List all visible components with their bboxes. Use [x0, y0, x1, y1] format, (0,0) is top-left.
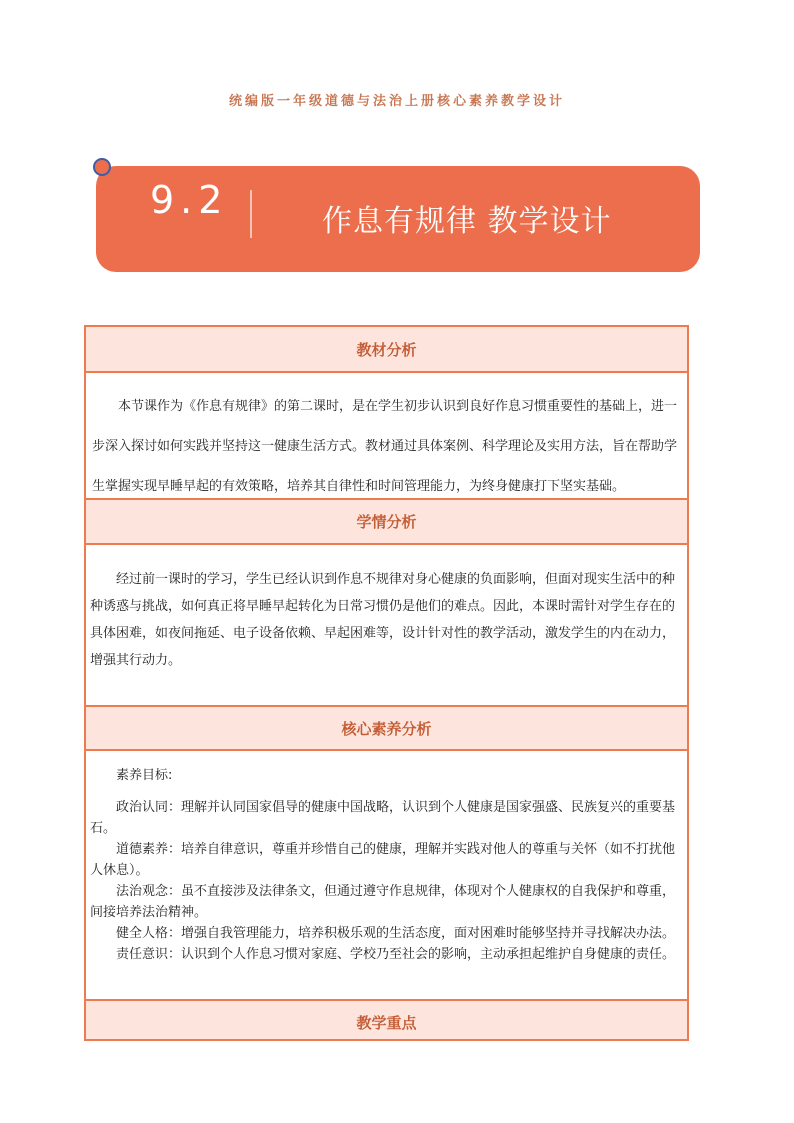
literacy-goals-lead: 素养目标: — [116, 768, 173, 783]
learner-analysis-paragraph: 经过前一课时的学习，学生已经认识到作息不规律对身心健康的负面影响，但面对现实生活中的种种诱惑与挑战，如何真正将早睡早起转化为日常习惯仍是他们的难点。因此，本课时需针对学生存在的具体困难，如夜间拖延、电子设备依赖、早起困难等，设计针对性的教学活动，激发学生的内在动力，增强其行动力。 — [90, 572, 676, 668]
document-series-header: 统编版一年级道德与法治上册核心素养教学设计 — [228, 94, 565, 109]
section-heading-core-literacy: 核心素养分析 — [86, 705, 687, 749]
section-body-core-literacy — [86, 749, 687, 999]
banner-dot-decoration — [93, 158, 111, 176]
banner-divider — [250, 190, 252, 238]
section-heading-teaching-focus: 教学重点 — [86, 999, 687, 1041]
lesson-design-table — [84, 325, 689, 1041]
chapter-number: 9.2 — [150, 178, 229, 222]
literacy-goal-item: 政治认同：理解并认同国家倡导的健康中国战略，认识到个人健康是国家强盛、民族复兴的重要基石。 — [90, 800, 676, 836]
literacy-goal-item: 责任意识：认识到个人作息习惯对家庭、学校乃至社会的影响，主动承担起维护自身健康的责任。 — [116, 947, 676, 962]
section-body-textbook-analysis — [86, 371, 687, 498]
section-body-learner-analysis — [86, 543, 687, 705]
literacy-goal-item: 健全人格：增强自我管理能力，培养积极乐观的生活态度，面对困难时能够坚持并寻找解决办法。 — [116, 926, 676, 941]
literacy-goal-item: 法治观念：虽不直接涉及法律条文，但通过遵守作息规律，体现对个人健康权的自我保护和尊重，间接培养法治精神。 — [90, 884, 676, 920]
lesson-title: 作息有规律 教学设计 — [322, 204, 612, 239]
section-heading-textbook-analysis: 教材分析 — [86, 327, 687, 371]
textbook-analysis-paragraph: 本节课作为《作息有规律》的第二课时，是在学生初步认识到良好作息习惯重要性的基础上，进一步深入探讨如何实践并坚持这一健康生活方式。教材通过具体案例、科学理论及实用方法，旨在帮助学生掌握实现早睡早起的有效策略，培养其自律性和时间管理能力，为终身健康打下坚实基础。 — [92, 399, 678, 494]
literacy-goal-item: 道德素养：培养自律意识，尊重并珍惜自己的健康，理解并实践对他人的尊重与关怀（如不打扰他人休息）。 — [90, 842, 676, 878]
section-heading-learner-analysis: 学情分析 — [86, 498, 687, 543]
